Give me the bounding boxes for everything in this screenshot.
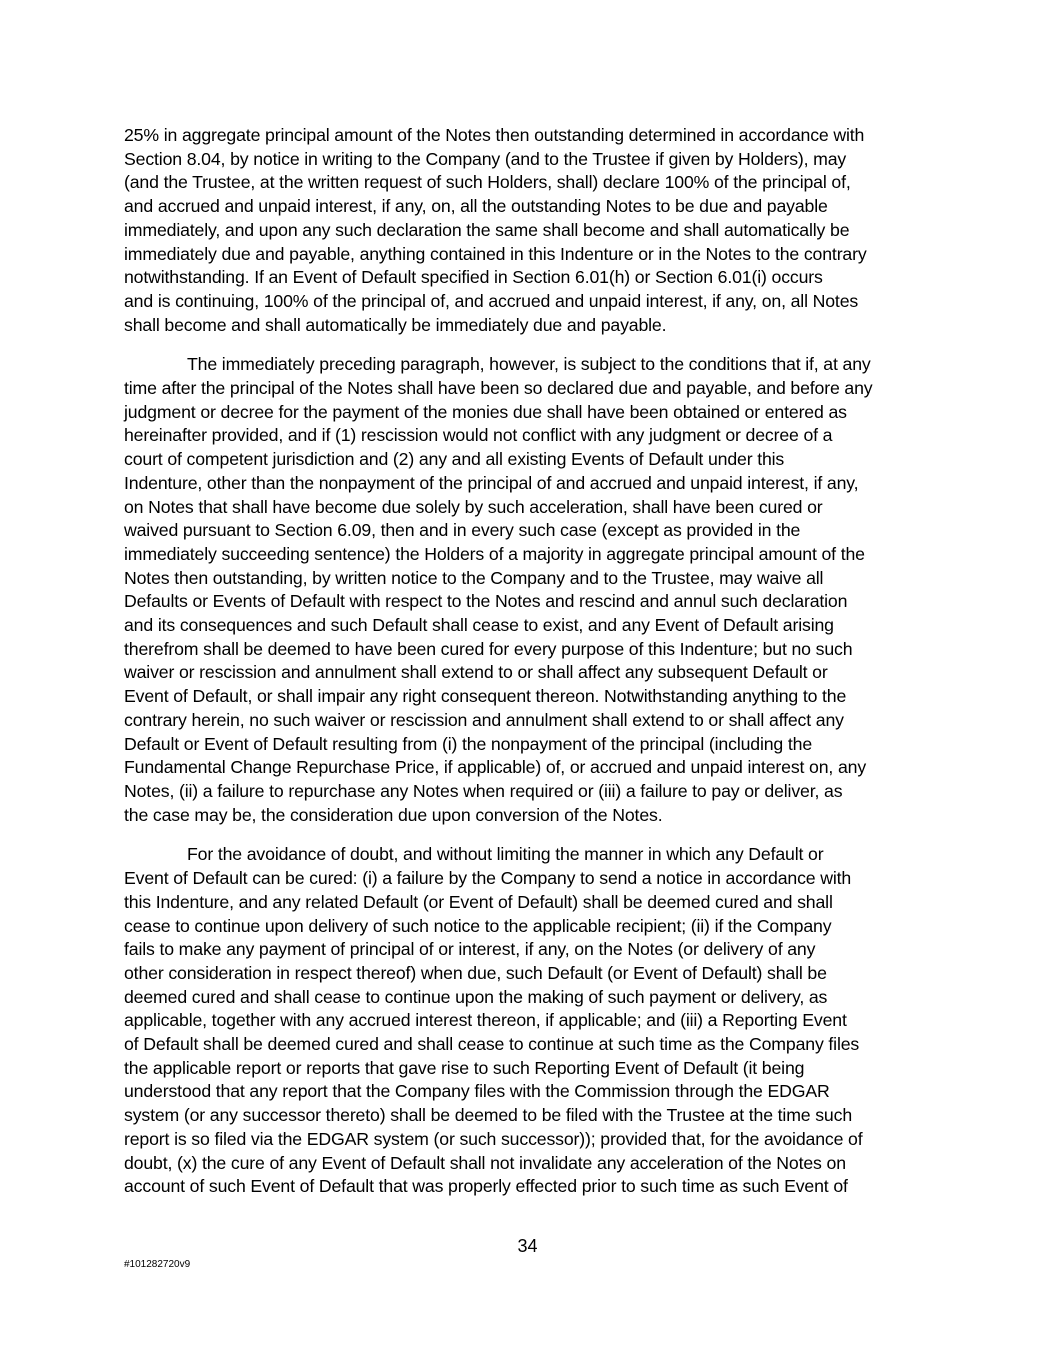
paragraph-line: and is continuing, 100% of the principal of, and accrued and unpaid interest, if any, on, all Notes (124, 290, 859, 311)
page-number: 34 (517, 1236, 538, 1256)
paragraph-line: report is so filed via the EDGAR system (or such successor)); provided that, for the avoidance of (124, 1128, 863, 1149)
paragraph (124, 843, 934, 1199)
paragraph-line: Fundamental Change Repurchase Price, if applicable) of, or accrued and unpaid interest on, any (124, 757, 867, 778)
paragraph-line: waiver or rescission and annulment shall extend to or shall affect any subsequent Default or (124, 662, 828, 683)
paragraph-line: court of competent jurisdiction and (2) any and all existing Events of Default under this (124, 449, 785, 470)
paragraph-line: system (or any successor thereto) shall be deemed to be filed with the Trustee at the time such (124, 1105, 853, 1126)
paragraph-line: Notes then outstanding, by written notice to the Company and to the Trustee, may waive all (124, 567, 824, 588)
paragraph-line: and accrued and unpaid interest, if any, on, all the outstanding Notes to be due and payable (124, 196, 828, 217)
paragraph-line: applicable, together with any accrued interest thereon, if applicable; and (iii) a Reporting Event (124, 1010, 847, 1031)
paragraph-line: understood that any report that the Company files with the Commission through the EDGAR (124, 1081, 830, 1102)
paragraph-line: immediately, and upon any such declaration the same shall become and shall automatically be (124, 219, 850, 240)
paragraph-line: time after the principal of the Notes shall have been so declared due and payable, and before any (124, 378, 873, 399)
paragraph-line: cease to continue upon delivery of such notice to the applicable recipient; (ii) if the Company (124, 915, 832, 936)
paragraph-line: doubt, (x) the cure of any Event of Default shall not invalidate any acceleration of the Notes on (124, 1152, 846, 1173)
paragraph-line: Event of Default, or shall impair any right consequent thereon. Notwithstanding anything to the (124, 686, 847, 707)
paragraph-line: other consideration in respect thereof) when due, such Default (or Event of Default) shall be (124, 962, 827, 983)
paragraph (124, 353, 934, 827)
paragraph-line: therefrom shall be deemed to have been cured for every purpose of this Indenture; but no such (124, 638, 853, 659)
paragraph-line: For the avoidance of doubt, and without limiting the manner in which any Default or (187, 844, 824, 865)
paragraph-line: the case may be, the consideration due upon conversion of the Notes. (124, 804, 663, 825)
paragraph-line: on Notes that shall have become due solely by such acceleration, shall have been cured or (124, 496, 823, 517)
paragraph (124, 124, 934, 337)
paragraph-line: hereinafter provided, and if (1) rescission would not conflict with any judgment or decree of a (124, 425, 833, 446)
paragraph-line: immediately due and payable, anything contained in this Indenture or in the Notes to the contrary (124, 243, 867, 264)
paragraph-line: The immediately preceding paragraph, however, is subject to the conditions that if, at any (187, 354, 871, 375)
paragraph-line: Defaults or Events of Default with respect to the Notes and rescind and annul such declaration (124, 591, 848, 612)
paragraph-line: of Default shall be deemed cured and shall cease to continue at such time as the Company files (124, 1034, 860, 1055)
paragraph-line: waived pursuant to Section 6.09, then and in every such case (except as provided in the (124, 520, 801, 541)
paragraph-line: (and the Trustee, at the written request of such Holders, shall) declare 100% of the principal of, (124, 172, 851, 193)
paragraph-line: immediately succeeding sentence) the Holders of a majority in aggregate principal amount of the (124, 543, 865, 564)
paragraph-line: Section 8.04, by notice in writing to the Company (and to the Trustee if given by Holders), may (124, 148, 847, 169)
paragraph-line: shall become and shall automatically be immediately due and payable. (124, 314, 667, 335)
paragraph-line: and its consequences and such Default shall cease to exist, and any Event of Default arising (124, 615, 834, 636)
paragraph-line: Notes, (ii) a failure to repurchase any Notes when required or (iii) a failure to pay or deliver, as (124, 780, 843, 801)
paragraph-line: this Indenture, and any related Default (or Event of Default) shall be deemed cured and shall (124, 891, 833, 912)
paragraph-line: Indenture, other than the nonpayment of the principal of and accrued and unpaid interest, if any, (124, 472, 859, 493)
paragraph-line: judgment or decree for the payment of the monies due shall have been obtained or entered as (124, 401, 847, 422)
paragraph-line: deemed cured and shall cease to continue upon the making of such payment or delivery, as (124, 986, 828, 1007)
document-body (124, 124, 934, 1215)
paragraph-line: contrary herein, no such waiver or rescission and annulment shall extend to or shall affect any (124, 709, 844, 730)
paragraph-line: account of such Event of Default that was properly effected prior to such time as such Event of (124, 1176, 848, 1197)
paragraph-line: Default or Event of Default resulting from (i) the nonpayment of the principal (including the (124, 733, 813, 754)
document-id: #101282720v9 (124, 1259, 191, 1270)
paragraph-line: Event of Default can be cured: (i) a failure by the Company to send a notice in accordance with (124, 868, 852, 889)
paragraph-line: fails to make any payment of principal of or interest, if any, on the Notes (or delivery of any (124, 939, 816, 960)
paragraph-line: the applicable report or reports that gave rise to such Reporting Event of Default (it being (124, 1057, 805, 1078)
paragraph-line: 25% in aggregate principal amount of the Notes then outstanding determined in accordance with (124, 125, 865, 145)
paragraph-line: notwithstanding. If an Event of Default specified in Section 6.01(h) or Section 6.01(i) occurs (124, 267, 823, 288)
